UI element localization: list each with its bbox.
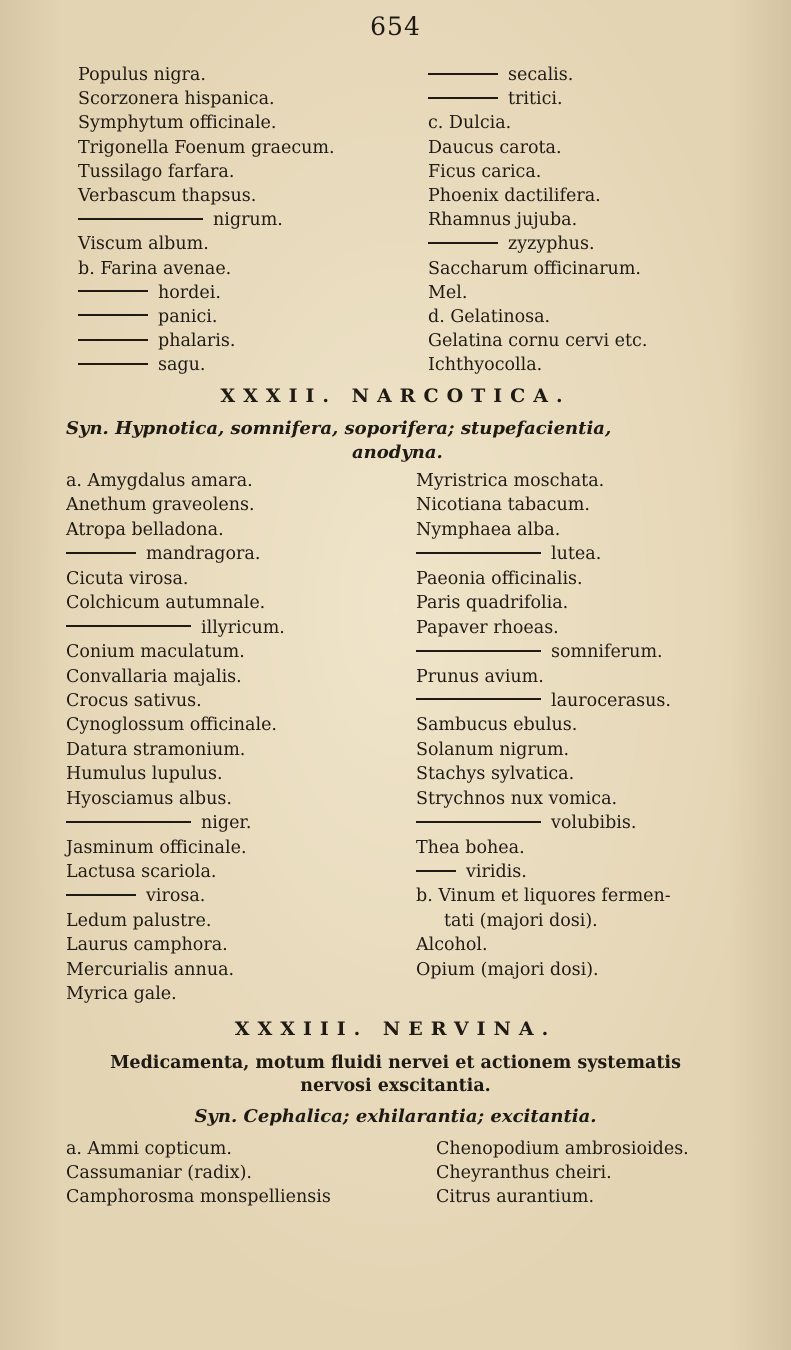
list-entry (78, 63, 335, 87)
entry-text: Sambucus ebulus. (416, 715, 578, 736)
ditto-dash (78, 290, 148, 292)
list-entry (78, 257, 335, 281)
list-entry (66, 567, 285, 591)
list-entry (66, 1137, 331, 1161)
ditto-dash (78, 218, 203, 220)
entry-text: nigrum. (213, 210, 283, 231)
list-entry (416, 909, 671, 933)
entry-text: Trigonella Foenum graecum. (78, 137, 335, 158)
entry-text: volubibis. (551, 813, 637, 834)
entry-text: Cheyranthus cheiri. (436, 1163, 612, 1184)
list-entry (78, 232, 335, 256)
list-entry (428, 63, 647, 87)
entry-text: Paris quadrifolia. (416, 593, 569, 614)
entry-text: Mel. (428, 282, 468, 303)
entry-text: Cicuta virosa. (66, 568, 189, 589)
list-entry (436, 1185, 689, 1209)
entry-text: d. Gelatinosa. (428, 306, 551, 327)
entry-text: Gelatina cornu cervi etc. (428, 331, 648, 352)
list-entry (66, 884, 285, 908)
ditto-dash (416, 552, 541, 554)
list-entry (416, 640, 671, 664)
entry-text: Prunus avium. (416, 666, 544, 687)
list-entry (66, 982, 285, 1006)
list-entry (436, 1161, 689, 1185)
entry-text: Crocus sativus. (66, 690, 202, 711)
entry-text: b. Vinum et liquores fermen- (416, 886, 671, 907)
list-entry (66, 738, 285, 762)
list-entry (416, 933, 671, 957)
list-entry (66, 542, 285, 566)
list-nervina-left (66, 1137, 331, 1210)
entry-text: lutea. (551, 544, 602, 565)
entry-text: Cassumaniar (radix). (66, 1163, 252, 1184)
entry-text: Hyosciamus albus. (66, 788, 232, 809)
entry-text: Thea bohea. (416, 837, 525, 858)
entry-text: Populus nigra. (78, 65, 206, 85)
entry-text: Strychnos nux vomica. (416, 788, 618, 809)
section-heading-narcotica: XXXII. NARCOTICA. (220, 385, 571, 407)
description-nervina: Medicamenta, motum fluidi nervei et actionem systematis (110, 1053, 681, 1073)
list-entry (416, 542, 671, 566)
entry-text: Viscum album. (78, 234, 209, 255)
list-entry (428, 281, 647, 305)
list-narcotica-right (416, 469, 671, 982)
entry-text: Lactusa scariola. (66, 862, 217, 882)
entry-text: Anethum graveolens. (66, 495, 255, 516)
list-entry (416, 469, 671, 493)
entry-text: viridis. (466, 862, 527, 882)
ditto-dash (416, 650, 541, 652)
entry-text: virosa. (146, 886, 206, 907)
entry-text: Rhamnus jujuba. (428, 210, 578, 231)
list-entry (428, 136, 647, 160)
list-entry (66, 933, 285, 957)
list-entry (66, 787, 285, 811)
list-entry (66, 836, 285, 860)
list-entry (416, 591, 671, 615)
entry-text: phalaris. (158, 331, 236, 352)
description-nervina-cont: nervosi exscitantia. (300, 1076, 491, 1096)
entry-text: tritici. (508, 89, 563, 110)
ditto-dash (428, 97, 498, 99)
list-entry (416, 860, 671, 884)
entry-text: Ichthyocolla. (428, 355, 543, 376)
entry-text: panici. (158, 306, 218, 327)
entry-text: Myrica gale. (66, 984, 177, 1005)
list-entry (428, 111, 647, 135)
ditto-dash (416, 698, 541, 700)
entry-text: Convallaria majalis. (66, 666, 242, 687)
ditto-dash (416, 821, 541, 823)
entry-text: a. Amygdalus amara. (66, 471, 253, 491)
list-entry (416, 518, 671, 542)
section-heading-nervina: XXXIII. NERVINA. (234, 1018, 557, 1040)
list-entry (66, 1185, 331, 1209)
list-entry (428, 329, 647, 353)
list-entry (416, 567, 671, 591)
entry-text: Conium maculatum. (66, 642, 245, 663)
entry-text: Laurus camphora. (66, 935, 228, 956)
ditto-dash (428, 242, 498, 244)
entry-text: Nicotiana tabacum. (416, 495, 590, 516)
list-entry (416, 958, 671, 982)
list-entry (66, 689, 285, 713)
list-entry (78, 136, 335, 160)
list-entry (78, 281, 335, 305)
list-entry (428, 160, 647, 184)
entry-text: sagu. (158, 355, 206, 376)
entry-text: Camphorosma monspelliensis (66, 1187, 331, 1208)
entry-text: Chenopodium ambrosioides. (436, 1139, 689, 1159)
entry-text: Jasminum officinale. (66, 837, 247, 858)
ditto-dash (66, 552, 136, 554)
list-top-right (428, 63, 647, 377)
ditto-dash (66, 625, 191, 627)
ditto-dash (66, 821, 191, 823)
entry-text: Scorzonera hispanica. (78, 89, 275, 110)
list-entry (66, 493, 285, 517)
entry-text: niger. (201, 813, 252, 834)
list-entry (416, 762, 671, 786)
list-entry (66, 1161, 331, 1185)
entry-text: Alcohol. (416, 935, 488, 956)
ditto-dash (78, 339, 148, 341)
entry-text: Mercurialis annua. (66, 959, 235, 980)
entry-text: somniferum. (551, 642, 663, 663)
entry-text: Paeonia officinalis. (416, 568, 583, 589)
entry-text: Humulus lupulus. (66, 764, 223, 785)
entry-text: a. Ammi copticum. (66, 1139, 232, 1159)
entry-text: Opium (majori dosi). (416, 959, 599, 980)
list-entry (416, 616, 671, 640)
ditto-dash (416, 870, 456, 872)
list-entry (66, 713, 285, 737)
list-entry (78, 160, 335, 184)
list-entry (428, 257, 647, 281)
page-number: 654 (370, 12, 421, 41)
list-entry (428, 305, 647, 329)
list-entry (416, 836, 671, 860)
list-entry (416, 884, 671, 908)
entry-text: Cynoglossum officinale. (66, 715, 277, 736)
ditto-dash (66, 894, 136, 896)
entry-text: Solanum nigrum. (416, 739, 570, 760)
list-entry (428, 184, 647, 208)
list-entry (78, 87, 335, 111)
entry-text: laurocerasus. (551, 690, 671, 711)
entry-text: Tussilago farfara. (78, 161, 235, 182)
list-entry (66, 811, 285, 835)
entry-text: Verbascum thapsus. (78, 185, 257, 206)
list-entry (416, 738, 671, 762)
list-entry (66, 518, 285, 542)
list-nervina-right (436, 1137, 689, 1210)
list-entry (66, 591, 285, 615)
list-entry (428, 208, 647, 232)
entry-text: Symphytum officinale. (78, 113, 277, 134)
list-narcotica-left (66, 469, 285, 1007)
list-entry (416, 713, 671, 737)
list-entry (428, 353, 647, 377)
synonyms-narcotica-cont: anodyna. (352, 442, 443, 463)
ditto-dash (78, 314, 148, 316)
entry-text: b. Farina avenae. (78, 258, 232, 279)
entry-text: Datura stramonium. (66, 739, 246, 760)
list-entry (78, 111, 335, 135)
entry-text: zyzyphus. (508, 234, 595, 255)
list-entry (436, 1137, 689, 1161)
list-entry (66, 958, 285, 982)
list-entry (416, 689, 671, 713)
entry-text: tati (majori dosi). (444, 910, 598, 931)
entry-text: Phoenix dactilifera. (428, 185, 601, 206)
list-entry (66, 469, 285, 493)
ditto-dash (78, 363, 148, 365)
entry-text: Nymphaea alba. (416, 519, 561, 540)
list-entry (78, 353, 335, 377)
entry-text: c. Dulcia. (428, 113, 512, 134)
entry-text: illyricum. (201, 617, 285, 638)
entry-text: mandragora. (146, 544, 261, 565)
list-entry (78, 184, 335, 208)
synonyms-narcotica: Syn. Hypnotica, somnifera, soporifera; stupefacientia, (66, 418, 612, 439)
list-entry (78, 329, 335, 353)
list-entry (78, 305, 335, 329)
entry-text: Atropa belladona. (66, 519, 224, 540)
list-entry (78, 208, 335, 232)
entry-text: hordei. (158, 282, 221, 303)
entry-text: Ficus carica. (428, 161, 542, 182)
entry-text: Ledum palustre. (66, 910, 212, 931)
entry-text: Papaver rhoeas. (416, 617, 559, 638)
list-entry (428, 232, 647, 256)
entry-text: Myristrica moschata. (416, 471, 605, 491)
entry-text: Colchicum autumnale. (66, 593, 266, 614)
list-entry (416, 493, 671, 517)
list-entry (66, 665, 285, 689)
entry-text: Citrus aurantium. (436, 1187, 595, 1208)
list-entry (416, 811, 671, 835)
list-entry (66, 860, 285, 884)
list-entry (66, 616, 285, 640)
list-entry (416, 665, 671, 689)
entry-text: Saccharum officinarum. (428, 258, 641, 279)
entry-text: Stachys sylvatica. (416, 764, 575, 785)
entry-text: Daucus carota. (428, 137, 562, 158)
list-top-left (78, 63, 335, 377)
synonyms-nervina: Syn. Cephalica; exhilarantia; excitantia. (194, 1106, 597, 1127)
list-entry (428, 87, 647, 111)
entry-text: secalis. (508, 65, 574, 85)
list-entry (66, 640, 285, 664)
list-entry (416, 787, 671, 811)
list-entry (66, 909, 285, 933)
list-entry (66, 762, 285, 786)
ditto-dash (428, 73, 498, 75)
